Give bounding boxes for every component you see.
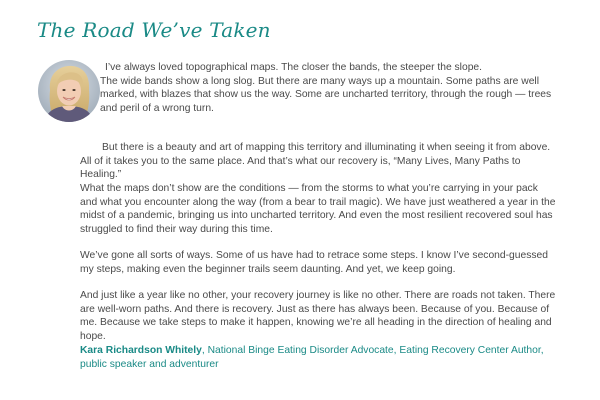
author-avatar [38,60,100,122]
author-signature [80,344,556,371]
author-name: Kara Richardson Whitely [80,345,202,356]
author-portrait-image [38,60,100,122]
paragraph-3: What the maps don’t show are the conditions — from the storms to what you’re carrying in your pack and what you encounter along the way (from a bear to trail magic). We have just weathered a year in the midst of a pandemic, bringing us into uncharted territory. And even the most resilient recovered soul has struggled to find their way during this time. [80,183,556,235]
paragraph-5: And just like a year like no other, your recovery journey is like no other. There are roads not taken. There are well-worn paths. And there is recovery. Just as there has always been. Because of you. Because of me. Because we take steps to make it happen, knowing we’re all heading in the direction of healing and hope. [80,290,556,342]
paragraph-4: We’ve gone all sorts of ways. Some of us have had to retrace some steps. I know I’ve second-guessed my steps, making even the beginner trails seem daunting. And yet, we keep going. [80,250,548,275]
paragraph-1-first-line: I’ve always loved topographical maps. The closer the bands, the steeper the slope. [105,62,483,73]
paragraph-1 [100,61,556,115]
page-title: The Road We’ve Taken [37,18,271,42]
paragraph-2: But there is a beauty and art of mapping this territory and illuminating it when seeing it from above. All of it takes you to the same place. And that’s what our recovery is, “Many Lives, Many Paths to Healing.” [80,142,551,181]
author-credentials: National Binge Eating Disorder Advocate, Eating Recovery Center Author, public speaker and adventurer [80,345,544,370]
paragraph-1-rest: The wide bands show a long slog. But there are many ways up a mountain. Some paths are well marked, with blazes that show us the way. Some are uncharted territory, through the rough — trees and peril of a wrong turn. [100,75,552,114]
signature-separator: , [201,345,208,356]
